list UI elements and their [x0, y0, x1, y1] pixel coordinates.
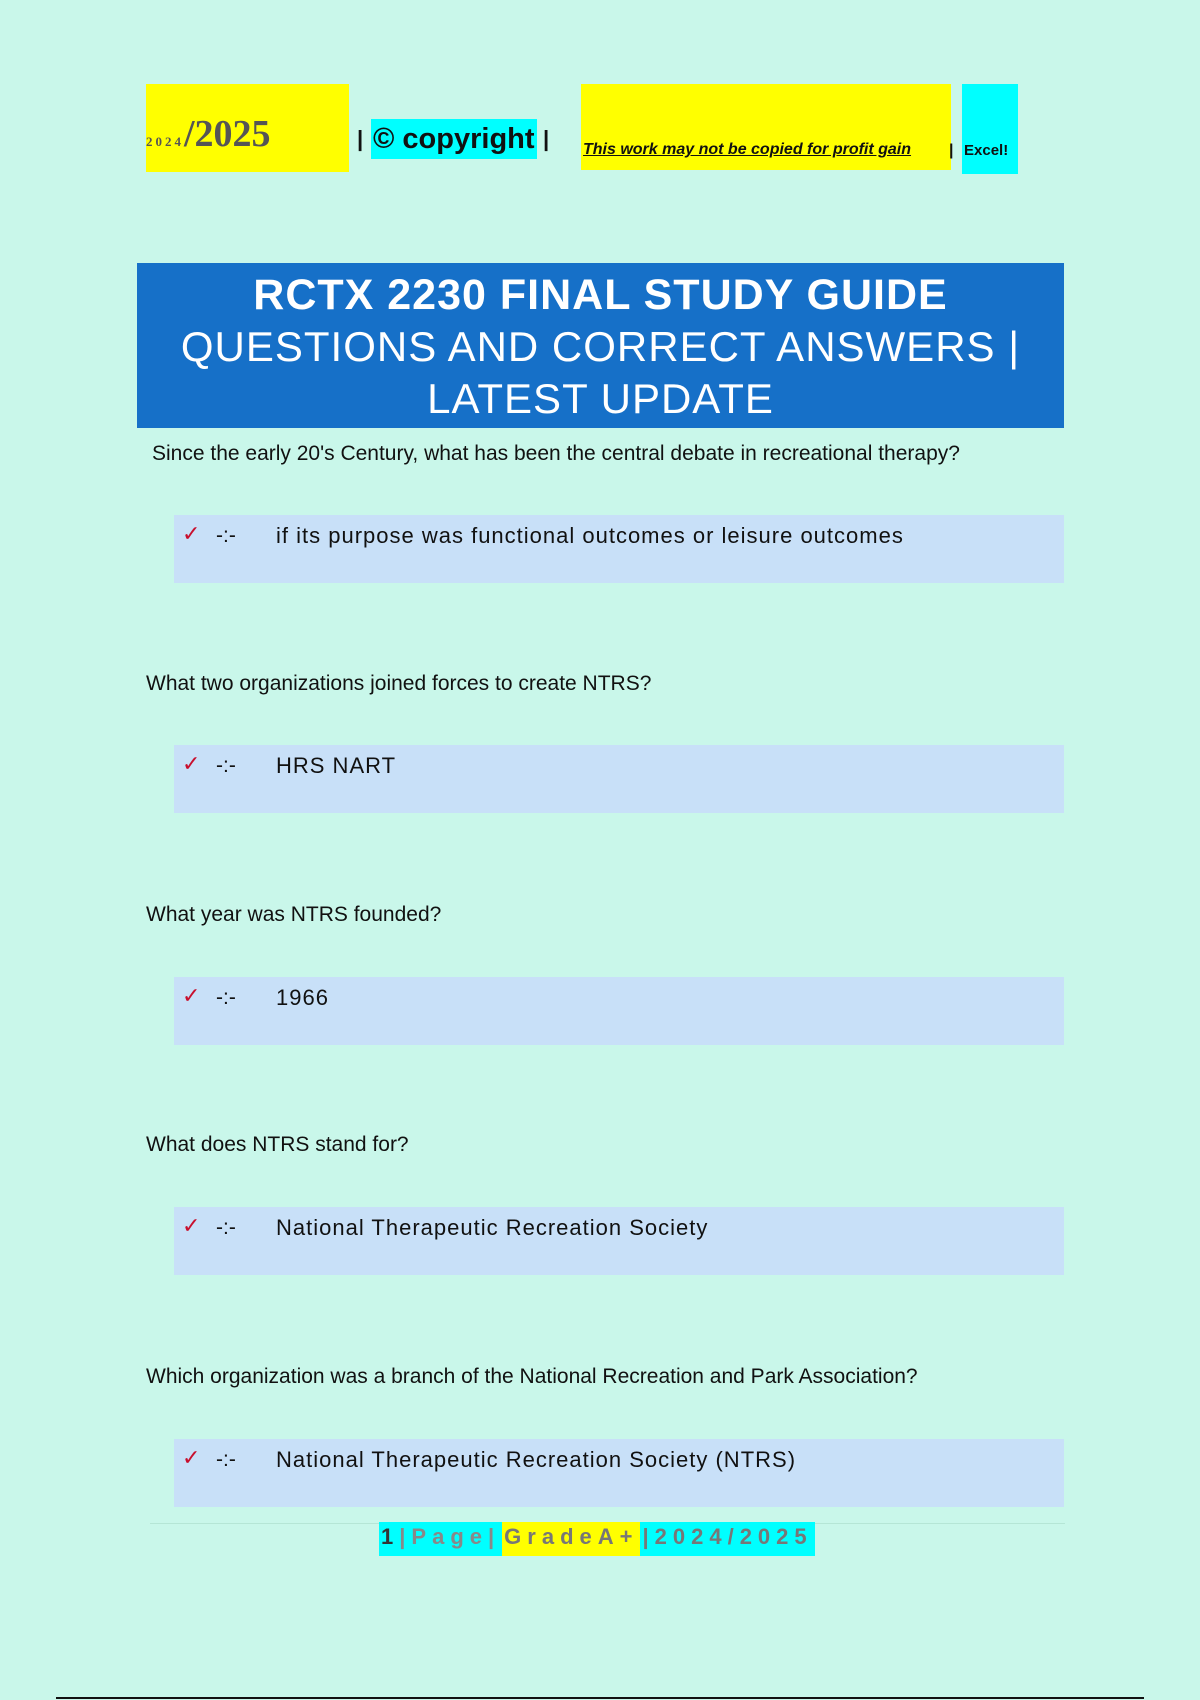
answer-box-5 — [174, 1439, 1064, 1507]
answer-separator: -:- — [216, 986, 236, 1009]
separator: | — [357, 126, 364, 151]
answer-2: HRS NART — [276, 753, 397, 778]
answer-box-2 — [174, 745, 1064, 813]
question-2: What two organizations joined forces to create NTRS? — [146, 672, 652, 695]
page-number: 1 — [381, 1524, 400, 1549]
answer-1: if its purpose was functional outcomes or leisure outcomes — [276, 523, 904, 548]
footer-page — [379, 1522, 502, 1556]
question-5: Which organization was a branch of the National Recreation and Park Association? — [146, 1365, 918, 1388]
checkmark-icon: ✓ — [182, 1445, 201, 1470]
question-4: What does NTRS stand for? — [146, 1133, 409, 1156]
answer-separator: -:- — [216, 754, 236, 777]
checkmark-icon: ✓ — [182, 1213, 201, 1238]
answer-3: 1966 — [276, 985, 329, 1010]
footer-grade: GradeA+ — [502, 1522, 640, 1556]
answer-box-4 — [174, 1207, 1064, 1275]
question-1: Since the early 20's Century, what has been the central debate in recreational therapy? — [152, 442, 960, 465]
answer-5: National Therapeutic Recreation Society (NTRS) — [276, 1447, 797, 1472]
page-bottom-border — [56, 1697, 1144, 1699]
checkmark-icon: ✓ — [182, 751, 201, 776]
title-banner — [137, 263, 1064, 428]
copy-notice-highlight — [581, 84, 954, 170]
page-label: |Page| — [399, 1524, 501, 1549]
page-footer — [379, 1522, 815, 1556]
answer-box-1 — [174, 515, 1064, 583]
answer-separator: -:- — [216, 1448, 236, 1471]
title-line-2: QUESTIONS AND CORRECT ANSWERS | — [180, 323, 1021, 370]
copy-notice: This work may not be copied for profit gain — [583, 141, 912, 158]
question-3: What year was NTRS founded? — [146, 903, 442, 926]
checkmark-icon: ✓ — [182, 983, 201, 1008]
footer-year: |2024/2025 — [640, 1522, 814, 1556]
answer-separator: -:- — [216, 1216, 236, 1239]
year-highlight — [146, 84, 349, 172]
excel-label: Excel! — [964, 142, 1009, 159]
separator: | — [543, 126, 550, 151]
year-big: /2025 — [184, 113, 271, 155]
answer-box-3 — [174, 977, 1064, 1045]
copyright-label: © copyright — [371, 119, 537, 159]
title-line-1: RCTX 2230 FINAL STUDY GUIDE — [253, 271, 948, 319]
separator: | — [949, 142, 954, 159]
checkmark-icon: ✓ — [182, 521, 201, 546]
excel-highlight — [962, 84, 1018, 174]
year-small: 2024 — [146, 134, 184, 149]
title-line-3: LATEST UPDATE — [427, 375, 774, 422]
answer-separator: -:- — [216, 524, 236, 547]
answer-4: National Therapeutic Recreation Society — [276, 1215, 709, 1240]
year-label — [146, 112, 271, 156]
